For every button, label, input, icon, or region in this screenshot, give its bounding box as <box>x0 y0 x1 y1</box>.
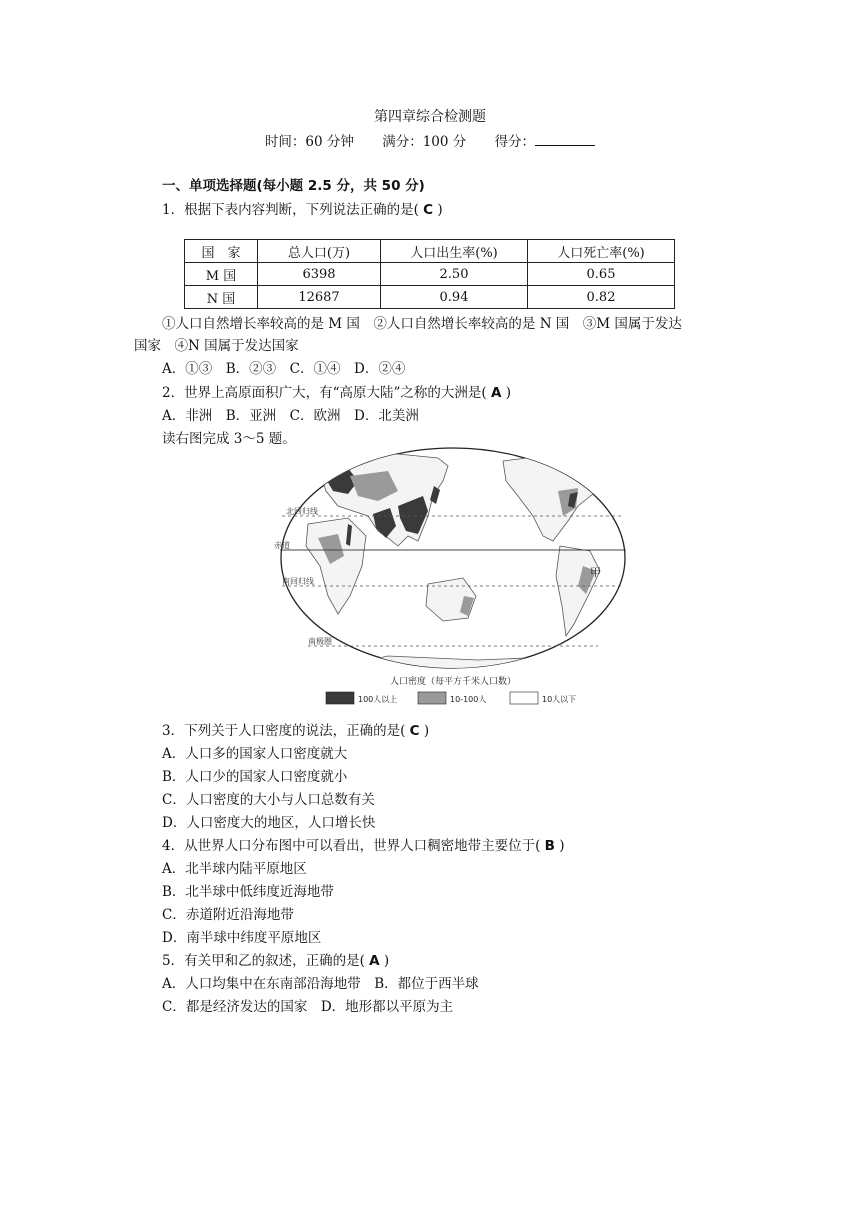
table-cell: 0.94 <box>381 286 528 309</box>
answer: A <box>490 385 502 401</box>
legend-title: 人口密度（每平方千米人口数） <box>389 677 517 687</box>
q2-options: A．非洲 B．亚洲 C．欧洲 D．北美洲 <box>162 408 419 424</box>
answer: A <box>369 953 380 969</box>
south-tropic-label: 南回归线 <box>282 577 314 586</box>
q4-option: C．赤道附近沿海地带 <box>162 907 294 923</box>
table-header: 国 家 <box>185 240 258 263</box>
population-table <box>184 239 675 309</box>
jia-label: 甲 <box>590 566 601 579</box>
question-3: 3．下列关于人口密度的说法，正确的是( C ) <box>162 723 430 739</box>
map-intro: 读右图完成 3～5 题。 <box>162 431 296 447</box>
q3-option: D．人口密度大的地区，人口增长快 <box>162 815 376 831</box>
legend-swatch-low <box>510 692 538 704</box>
question-1: 1．根据下表内容判断，下列说法正确的是( C ) <box>162 202 443 218</box>
legend-label-low: 10人以下 <box>542 695 577 704</box>
legend-swatch-high <box>326 692 354 704</box>
table-header: 人口死亡率(%) <box>528 240 675 263</box>
q4-option: D．南半球中纬度平原地区 <box>162 930 322 946</box>
table-header-row <box>185 240 675 263</box>
q4-option: B．北半球中低纬度近海地带 <box>162 884 334 900</box>
q1-statements-line2: 国家 ④N 国属于发达国家 <box>134 338 299 354</box>
q1-options: A．①③ B．②③ C．①④ D．②④ <box>162 361 406 377</box>
exam-meta <box>0 130 860 150</box>
q5-option: A．人口均集中在东南部沿海地带 B．都位于西半球 <box>162 976 479 992</box>
table-cell: 12687 <box>258 286 381 309</box>
table-header: 人口出生率(%) <box>381 240 528 263</box>
score-blank <box>535 133 595 146</box>
q4-option: A．北半球内陆平原地区 <box>162 861 307 877</box>
answer: B <box>544 838 555 854</box>
question-2: 2．世界上高原面积广大，有“高原大陆”之称的大洲是( A ) <box>162 385 511 401</box>
q5-option: C．都是经济发达的国家 D．地形都以平原为主 <box>162 999 454 1015</box>
legend-label-mid: 10-100人 <box>450 695 487 704</box>
table-cell: N 国 <box>185 286 258 309</box>
south-polar-label: 南极圈 <box>308 637 332 646</box>
question-5: 5．有关甲和乙的叙述，正确的是( A ) <box>162 953 390 969</box>
table-row <box>185 286 675 309</box>
q3-option: B．人口少的国家人口密度就小 <box>162 769 348 785</box>
world-population-density-map <box>274 446 628 708</box>
legend-label-high: 100人以上 <box>358 695 398 704</box>
table-row <box>185 263 675 286</box>
table-cell: 6398 <box>258 263 381 286</box>
q1-statements-line1: ①人口自然增长率较高的是 M 国 ②人口自然增长率较高的是 N 国 ③M 国属于发达 <box>162 316 682 332</box>
north-tropic-label: 北回归线 <box>286 507 318 516</box>
exam-full-score: 满分：100 分 <box>382 134 467 150</box>
table-header: 总人口(万) <box>258 240 381 263</box>
legend-swatch-mid <box>418 692 446 704</box>
exam-time: 时间：60 分钟 <box>264 134 354 150</box>
page-title: 第四章综合检测题 <box>374 109 486 125</box>
q3-option: A．人口多的国家人口密度就大 <box>162 746 348 762</box>
table-cell: 0.65 <box>528 263 675 286</box>
table-cell: 2.50 <box>381 263 528 286</box>
section-heading: 一、单项选择题(每小题 2.5 分，共 50 分) <box>162 178 425 194</box>
exam-score: 得分： <box>495 134 596 150</box>
equator-label: 赤道 <box>274 541 290 550</box>
table-cell: M 国 <box>185 263 258 286</box>
q3-option: C．人口密度的大小与人口总数有关 <box>162 792 375 808</box>
answer: C <box>409 723 420 739</box>
question-4: 4．从世界人口分布图中可以看出，世界人口稠密地带主要位于( B ) <box>162 838 565 854</box>
table-cell: 0.82 <box>528 286 675 309</box>
answer: C <box>423 202 434 218</box>
